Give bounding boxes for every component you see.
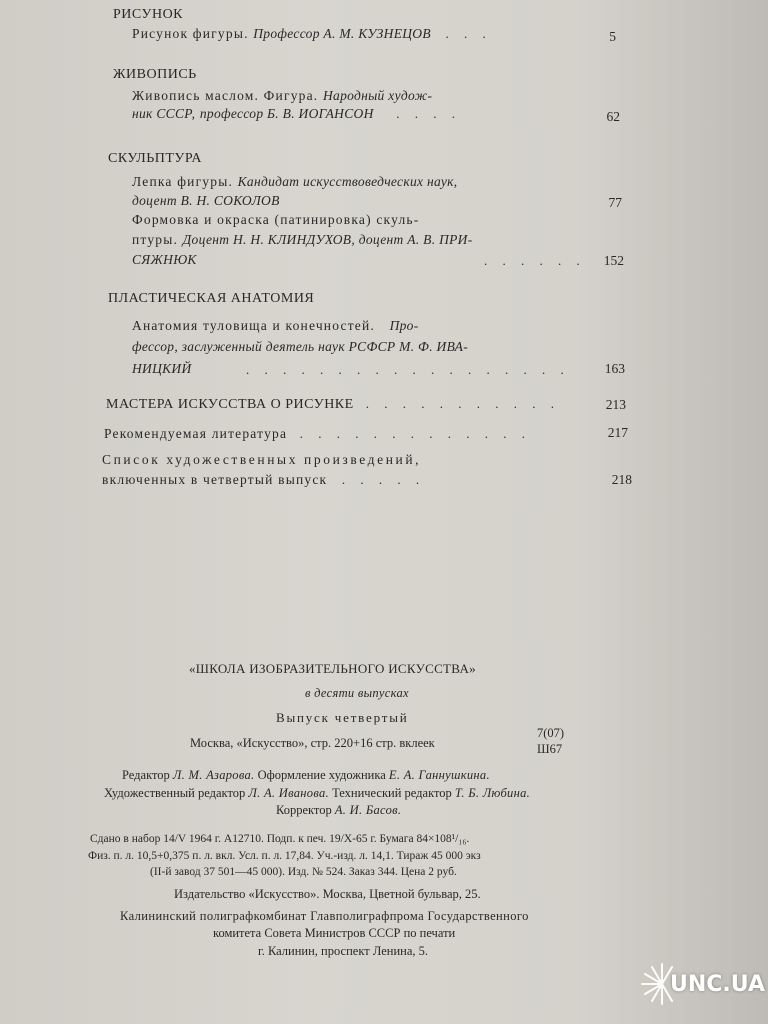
toc-page-number: 213 — [605, 397, 626, 412]
toc-leader-dots: . . . . . . . . . . . . . — [299, 426, 531, 441]
toc-entry-line — [132, 318, 419, 334]
credit-role: Технический редактор — [332, 786, 452, 800]
corrector-line — [276, 803, 401, 818]
toc-entry-title: Лепка фигуры. — [132, 174, 234, 189]
section-heading-drawing: РИСУНОК — [113, 7, 184, 22]
watermark-logo — [640, 958, 765, 1018]
toc-entry-line — [132, 174, 457, 190]
toc-entry-title: Рисунок фигуры. — [132, 26, 249, 41]
credit-name: Т. Б. Любина. — [454, 786, 531, 800]
toc-entry-title: Список художественных произведений, — [102, 452, 422, 467]
toc-page-number: 152 — [603, 253, 624, 268]
toc-entry-author: доцент В. Н. СОКОЛОВ — [132, 193, 280, 208]
section-heading-anatomy: ПЛАСТИЧЕСКАЯ АНАТОМИЯ — [108, 291, 315, 306]
publisher-line: Москва, «Искусство», стр. 220+16 стр. вклеек — [190, 736, 435, 750]
toc-entry-title: Формовка и окраска (патинировка) скуль- — [132, 212, 420, 227]
watermark-text: UNC.UA — [670, 972, 765, 997]
credit-role: Художественный редактор — [104, 786, 246, 800]
art-editor-line — [104, 786, 530, 801]
toc-entry-author: Народный худож- — [322, 88, 433, 103]
printer-line: Калининский полиграфкомбинат Главполиграфпрома Государственного — [120, 909, 529, 923]
toc-entry-author: НИЦКИЙ — [132, 361, 192, 376]
print-details-line: (II-й завод 37 501—45 000). Изд. № 524. Заказ 344. Цена 2 руб. — [150, 866, 457, 878]
print-details-line: Физ. п. л. 10,5+0,375 п. л. вкл. Усл. п. л. 17,84. Уч.-изд. л. 14,1. Тираж 45 000 экз — [88, 850, 481, 862]
toc-entry-author: СЯЖНЮК — [132, 252, 197, 267]
toc-page-number: 77 — [608, 195, 622, 210]
toc-entry-title: включенных в четвертый выпуск — [102, 472, 328, 487]
credit-role: Оформление художника — [257, 768, 386, 782]
toc-entry-title: птуры. — [132, 232, 179, 247]
series-title: «ШКОЛА ИЗОБРАЗИТЕЛЬНОГО ИСКУССТВА» — [189, 661, 476, 676]
toc-entry-line — [132, 26, 492, 42]
toc-entry-masters — [106, 396, 560, 413]
toc-leader-dots: . . . . . . . . . . . — [365, 396, 560, 411]
credit-name: Е. А. Ганнушкина. — [388, 768, 490, 782]
toc-entry-author: профессор Б. В. ИОГАНСОН — [199, 106, 374, 121]
toc-page-number: 62 — [606, 109, 620, 124]
issue-number: Выпуск четвертый — [276, 710, 409, 725]
section-heading-sculpture: СКУЛЬПТУРА — [108, 151, 202, 166]
toc-entry-literature — [104, 426, 531, 442]
classification-code-bottom: Ш67 — [537, 742, 563, 756]
classification-code-top: 7(07) — [537, 726, 565, 740]
toc-entry-line — [132, 232, 473, 248]
print-details-line: Сдано в набор 14/V 1964 г. А12710. Подп. к печ. 19/X-65 г. Бумага 84×108¹/₁₆. — [90, 833, 470, 845]
toc-entry-line — [132, 88, 432, 104]
toc-leader-dots: . . . . . — [341, 472, 426, 487]
toc-entry-title: Живопись маслом. Фигура. — [132, 88, 319, 103]
toc-entry-author: ник СССР, — [132, 106, 196, 121]
publisher-address: Издательство «Искусство». Москва, Цветной бульвар, 25. — [174, 887, 481, 901]
credit-role: Корректор — [276, 803, 332, 817]
toc-entry-author: Про- — [389, 318, 419, 333]
toc-page-number: 5 — [609, 29, 616, 44]
toc-entry-line — [102, 472, 425, 488]
series-subtitle: в десяти выпусках — [305, 686, 409, 700]
toc-page-number: 163 — [604, 361, 625, 376]
credit-name: А. И. Басов. — [334, 803, 402, 817]
toc-page-number: 217 — [607, 425, 628, 440]
printer-line: комитета Совета Министров СССР по печати — [213, 926, 456, 940]
toc-entry-author: Профессор А. М. КУЗНЕЦОВ — [253, 26, 431, 41]
editor-line — [122, 768, 490, 783]
toc-entry-author: Кандидат искусствоведческих наук, — [237, 174, 458, 189]
toc-entry-author: фессор, заслуженный деятель наук РСФСР М. Ф. ИВА- — [132, 339, 468, 354]
printer-line: г. Калинин, проспект Ленина, 5. — [258, 944, 429, 958]
toc-entry-title: МАСТЕРА ИСКУССТВА О РИСУНКЕ — [106, 397, 354, 412]
credit-name: Л. М. Азарова. — [172, 768, 255, 782]
toc-leader-dots: . . . — [445, 26, 492, 41]
toc-entry-title: Анатомия туловища и конечностей. — [132, 318, 375, 333]
section-heading-painting: ЖИВОПИСЬ — [113, 67, 197, 82]
toc-entry-author: Доцент Н. Н. КЛИНДУХОВ, доцент А. В. ПРИ- — [182, 232, 473, 247]
toc-leader-dots: . . . . . . . . . . . . . . . . . . — [246, 362, 570, 377]
toc-entry-line — [132, 106, 461, 122]
toc-page-number: 218 — [611, 472, 632, 487]
toc-leader-dots: . . . . — [396, 106, 461, 121]
toc-leader-dots: . . . . . . — [484, 253, 586, 268]
credit-name: Л. А. Иванова. — [248, 786, 329, 800]
credit-role: Редактор — [122, 768, 170, 782]
toc-entry-title: Рекомендуемая литература — [104, 426, 288, 441]
